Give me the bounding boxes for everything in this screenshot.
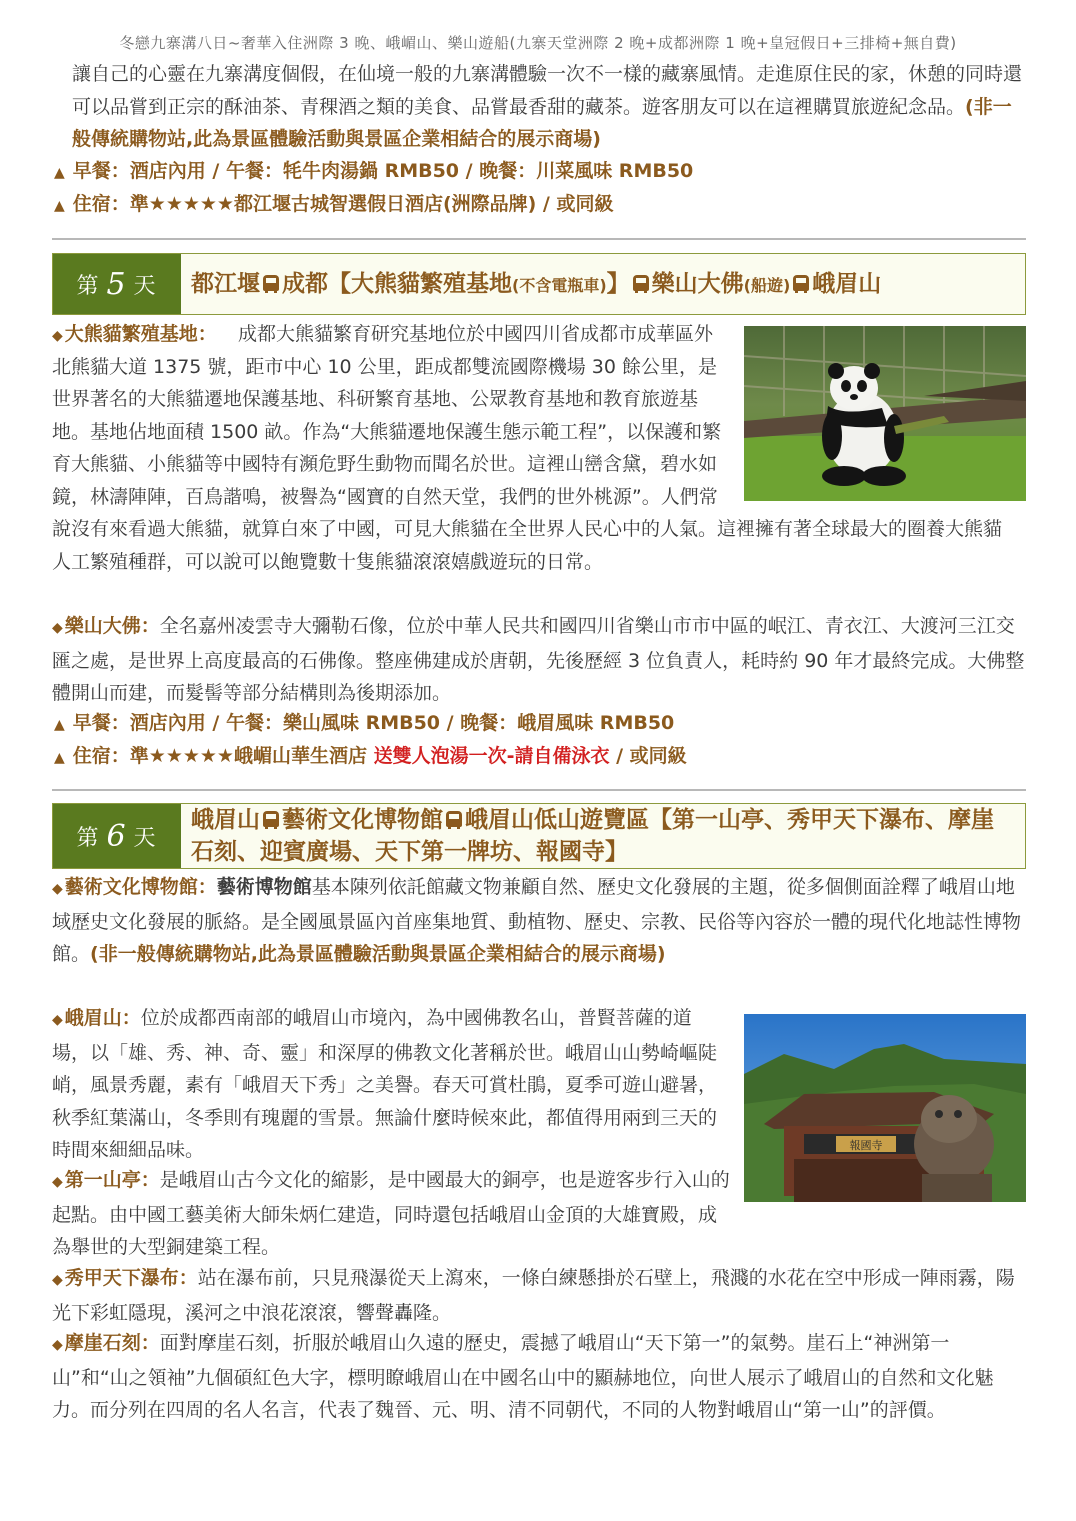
- emei-text: 位於成都西南部的峨眉山市境內，為中國佛教名山，普賢菩薩的道場，以「雄、秀、神、奇、靈」和深厚的佛教文化著稱於世。峨眉山山勢崎嶇陡峭，風景秀麗，素有「峨眉天下秀」之美譽。春天可賞杜鵑，夏季可遊山避暑，秋季紅葉滿山，冬季則有瑰麗的雪景。無論什麼時候來此，都值得用兩到三天的時間來細細品味。: [52, 1007, 718, 1161]
- triangle-icon: ▲: [54, 165, 65, 181]
- cliff-term: 摩崖石刻：: [64, 1332, 160, 1354]
- temple-sign-text: 報國寺: [849, 1139, 883, 1152]
- page-header: 冬戀九寨溝八日~奢華入住洲際 3 晚、峨嵋山、樂山遊船(九寨天堂洲際 2 晚+成都洲際 1 晚+皇冠假日+三排椅+無自費): [119, 34, 957, 52]
- day5-meals-text: 早餐：酒店內用 / 午餐：樂山風味 RMB50 / 晚餐：峨眉風味 RMB50: [72, 712, 675, 734]
- day6-header: [52, 803, 1026, 869]
- divider: [52, 789, 1026, 791]
- bus-icon: [263, 811, 279, 827]
- emei-term: 峨眉山：: [64, 1007, 141, 1029]
- day5-badge: [53, 254, 181, 314]
- waterfall-text: 站在瀑布前，只見飛瀑從天上瀉來，一條白練懸掛於石壁上，飛濺的水花在空中形成一陣雨霧，陽光下彩虹隱現，溪河之中浪花滾滾，響聲轟隆。: [52, 1267, 1015, 1324]
- diamond-bullet-icon: ◆: [52, 1272, 63, 1288]
- cliff-item: [52, 1327, 1026, 1427]
- bus-icon: [446, 811, 462, 827]
- route-stop: 峨眉山: [812, 271, 882, 297]
- day-suffix: 天: [133, 273, 158, 299]
- route-note: (不含電瓶車): [512, 276, 607, 295]
- panda-term: 大熊貓繁殖基地：: [64, 323, 217, 345]
- pavilion-item: [52, 1164, 732, 1264]
- day5-title: [191, 268, 1015, 302]
- bus-icon: [793, 275, 809, 291]
- waterfall-item: [52, 1262, 1026, 1329]
- diamond-bullet-icon: ◆: [52, 1012, 63, 1028]
- intro-note: (非一般傳統購物站,此為景區體驗活動與景區企業相結合的展示商場): [72, 95, 1012, 150]
- intro-paragraph: [52, 58, 1026, 156]
- day5-hotel: [54, 740, 687, 774]
- diamond-bullet-icon: ◆: [52, 1174, 63, 1190]
- triangle-icon: ▲: [54, 750, 65, 766]
- day4-meals-text: 早餐：酒店內用 / 午餐：牦牛肉湯鍋 RMB50 / 晚餐：川菜風味 RMB50: [72, 160, 694, 182]
- diamond-bullet-icon: ◆: [52, 620, 63, 636]
- cliff-text: 面對摩崖石刻，折服於峨眉山久遠的歷史，震撼了峨眉山“天下第一”的氣勢。崖石上“神洲第一山”和“山之領袖”九個碩紅色大字，標明瞭峨眉山在中國名山中的顯赫地位，向世人展示了峨眉山的自然和文化魅力。而分列在四周的名人名言，代表了魏晉、元、明、清不同朝代，不同的人物對峨眉山“第一山”的評價。: [52, 1332, 994, 1421]
- intro-text: 讓自己的心靈在九寨溝度個假，在仙境一般的九寨溝體驗一次不一樣的藏寨風情。走進原住民的家，休憩的同時還可以品嘗到正宗的酥油茶、青稞酒之類的美食、品嘗最香甜的藏茶。遊客朋友可以在這裡購買旅遊紀念品。: [72, 63, 1023, 118]
- museum-item: [52, 871, 1026, 971]
- hotel-alt: / 或同級: [616, 745, 687, 767]
- day6-title: [191, 804, 1015, 868]
- diamond-bullet-icon: ◆: [52, 881, 63, 897]
- triangle-icon: ▲: [54, 198, 65, 214]
- waterfall-term: 秀甲天下瀑布：: [64, 1267, 198, 1289]
- panda-text: 成都大熊貓繁育研究基地位於中國四川省成都市成華區外北熊貓大道 1375 號，距市中心 10 公里，距成都雙流國際機場 30 餘公里，是世界著名的大熊貓遷地保護基地、科研繁育基地、公眾教育基地和教育旅遊基地。基地佔地面積 1500 畝。作為“大熊貓遷地保護生態示範工程”，以保護和繁育大熊貓、小熊貓等中國特有瀕危野生動物而聞名於世。這裡山巒含黛，碧水如鏡，林濤陣陣，百鳥諧鳴，被譽為“國寶的自然天堂，我們的世外桃源”。人們常說沒有來看過大熊貓，就算白來了中國，可見大熊貓在全世界人民心中的人氣。這裡擁有著全球最大的圈養大熊貓人工繁殖種群，可以說可以飽覽數十隻熊貓滾滾嬉戲遊玩的日常。: [52, 323, 1003, 573]
- day5-header: [52, 253, 1026, 315]
- route-stop: 樂山大佛: [651, 271, 744, 297]
- museum-note: (非一般傳統購物站,此為景區體驗活動與景區企業相結合的展示商場): [90, 943, 666, 965]
- pavilion-text: 是峨眉山古今文化的縮影，是中國最大的銅亭，也是遊客步行入山的起點。由中國工藝美術大師朱炳仁建造，同時還包括峨眉山金頂的大雄寶殿，成為舉世的大型銅建築工程。: [52, 1169, 730, 1258]
- panda-description: [52, 318, 1018, 578]
- route-bracket: 】: [606, 271, 630, 297]
- route-stop: 藝術文化博物館: [282, 807, 443, 833]
- museum-term: 藝術文化博物館：: [64, 876, 217, 898]
- day-number: 6: [106, 818, 128, 854]
- route-stop: 成都【大熊貓繁殖基地: [282, 271, 512, 297]
- divider: [52, 238, 1026, 240]
- day4-meals: [54, 155, 693, 189]
- pavilion-term: 第一山亭：: [64, 1169, 160, 1191]
- diamond-bullet-icon: ◆: [52, 328, 63, 344]
- day4-hotel-text: 住宿：準★★★★★都江堰古城智選假日酒店(洲際品牌) / 或同級: [72, 193, 614, 215]
- day5-hotel-text: 住宿：準★★★★★峨嵋山華生酒店: [72, 745, 367, 767]
- day5-meals: [54, 707, 674, 741]
- triangle-icon: ▲: [54, 717, 65, 733]
- museum-bold: 藝術博物館: [216, 876, 312, 898]
- day-prefix: 第: [76, 825, 101, 851]
- day4-hotel: [54, 188, 614, 222]
- route-note: (船遊): [743, 276, 791, 295]
- diamond-bullet-icon: ◆: [52, 1337, 63, 1353]
- bus-icon: [263, 275, 279, 291]
- route-stop: 峨眉山: [191, 807, 260, 833]
- day6-badge: [53, 804, 181, 868]
- bus-icon: [633, 275, 649, 291]
- buddha-text: 全名嘉州凌雲寺大彌勒石像，位於中華人民共和國四川省樂山市市中區的岷江、青衣江、大渡河三江交匯之處，是世界上高度最高的石佛像。整座佛建成於唐朝，先後歷經 3 位負責人，耗時約 90 年才最終完成。大佛整體開山而建，而髮髻等部分結構則為後期添加。: [52, 615, 1025, 704]
- hotel-promo: 送雙人泡湯一次-請自備泳衣: [373, 745, 610, 767]
- day-prefix: 第: [76, 273, 101, 299]
- museum-text: 基本陳列依託館藏文物兼顧自然、歷史文化發展的主題，從多個側面詮釋了峨眉山地域歷史文化發展的脈絡。是全國風景區內首座集地質、動植物、歷史、宗教、民俗等內容於一體的現代化地誌性博物館。: [52, 876, 1022, 965]
- day-suffix: 天: [133, 825, 158, 851]
- buddha-term: 樂山大佛：: [64, 615, 160, 637]
- route-stop: 都江堰: [191, 271, 260, 297]
- day-number: 5: [106, 266, 128, 302]
- buddha-item: [52, 610, 1026, 710]
- route-stop: 峨眉山低山遊覽區【第一山亭、秀甲天下瀑布、摩崖石刻、迎賓廣場、天下第一牌坊、報國寺】: [191, 807, 994, 865]
